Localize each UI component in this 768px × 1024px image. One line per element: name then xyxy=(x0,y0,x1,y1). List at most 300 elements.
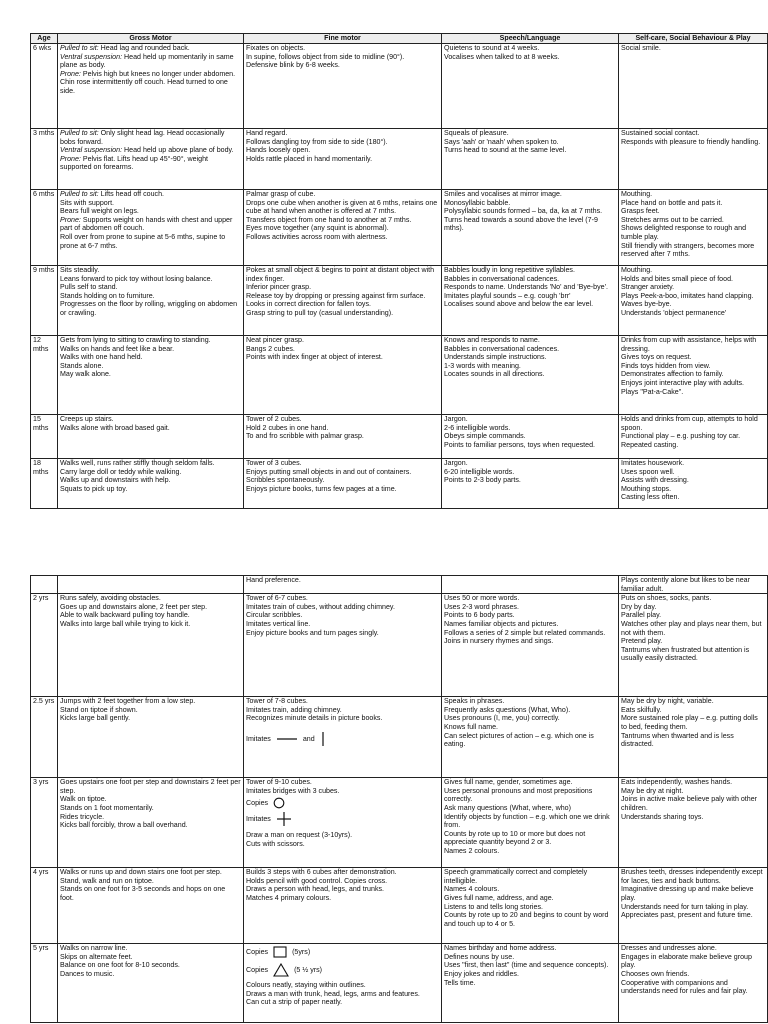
list-item: Pokes at small object & begins to point at distant object with index finger. xyxy=(246,266,435,283)
list-item: Gives full name, gender, sometimes age. xyxy=(444,778,573,787)
list-item: Tower of 6-7 cubes. xyxy=(246,594,308,603)
list-item xyxy=(60,370,241,379)
list-item-text: Progresses on the floor by rolling, wriggling on abdomen or crawling. xyxy=(60,300,238,317)
list-item-text: Pulls self to stand. xyxy=(60,283,118,292)
imitates-label: Imitates xyxy=(246,815,271,824)
list-item-text: Walks well, runs rather stiffly though seldom falls. xyxy=(60,459,215,467)
horizontal-line-icon xyxy=(276,736,298,742)
list-item: Jargon. xyxy=(444,459,468,467)
header-speech-language: Speech/Language xyxy=(442,34,619,44)
list-item: Dances to music. xyxy=(60,969,115,978)
list-item xyxy=(60,207,241,216)
list-item: Uses spoon well. xyxy=(621,467,675,476)
gross-motor-cell xyxy=(58,594,244,697)
list-item: Recognizes minute details in picture books. xyxy=(246,714,383,723)
list-item xyxy=(60,78,241,95)
list-item: Transfers object from one hand to another at 7 mths. xyxy=(246,215,412,224)
list-item: Colours neatly, staying within outlines. xyxy=(246,981,366,990)
list-item: 2-6 intelligible words. xyxy=(444,423,511,432)
list-item: Stands on one foot for 3-5 seconds and hops on one foot. xyxy=(60,885,226,902)
gross-motor-cell xyxy=(58,576,244,594)
list-item-text: Supports weight on hands with chest and upper part of abdomen off couch. xyxy=(60,215,233,233)
milestones-table-1 xyxy=(30,33,768,509)
copies-circle-line xyxy=(246,797,439,809)
list-item: Mouthing. xyxy=(621,190,653,198)
list-item: Imitates train, adding chimney. xyxy=(246,705,342,714)
fine-motor-cell xyxy=(244,190,442,266)
list-item: Eyes move together (any squint is abnormal). xyxy=(246,224,389,233)
list-item: Rides tricycle. xyxy=(60,812,105,821)
list-item xyxy=(60,53,241,70)
list-item: Smiles and vocalises at mirror image. xyxy=(444,190,562,198)
list-item: Goes up and downstairs alone, 2 feet per step. xyxy=(60,602,208,611)
list-item-text: Walks on hands and feet like a bear. xyxy=(60,344,175,353)
fine-motor-cell xyxy=(244,778,442,868)
list-item-text: Creeps up stairs. xyxy=(60,415,114,423)
social-cell xyxy=(619,594,768,697)
fine-motor-cell xyxy=(244,336,442,415)
age-cell: 2 yrs xyxy=(31,594,58,697)
list-item-text: May walk alone. xyxy=(60,370,111,379)
list-item: Eats independently, washes hands. xyxy=(621,778,733,787)
list-item: Tower of 2 cubes. xyxy=(246,415,302,423)
table-row xyxy=(31,336,768,415)
list-item-label: Ventral suspension: xyxy=(60,146,123,155)
age-cell: 6 wks xyxy=(31,44,58,129)
list-item-text: Leans forward to pick toy without losing balance. xyxy=(60,274,213,283)
list-item xyxy=(60,415,241,424)
list-item: Walks on narrow line. xyxy=(60,944,128,953)
list-item-text: Only slight head lag. Head occasionally bobs forward. xyxy=(60,129,225,146)
social-cell xyxy=(619,44,768,129)
list-item xyxy=(60,129,241,146)
list-item: Shows delighted response to rough and tumble play. xyxy=(621,224,747,241)
list-item-text: Head lag and rounded back. xyxy=(98,44,190,52)
list-item: Imitates housework. xyxy=(621,459,685,467)
table-row xyxy=(31,459,768,509)
list-item: Balance on one foot for 8-10 seconds. xyxy=(60,961,180,970)
list-item: Understands simple instructions. xyxy=(444,353,547,362)
list-item: Bangs 2 cubes. xyxy=(246,344,295,353)
list-item xyxy=(60,485,241,494)
list-item: Fixates on objects. xyxy=(246,44,306,52)
speech-cell xyxy=(442,594,619,697)
list-item: Walks or runs up and down stairs one foot per step. xyxy=(60,868,222,877)
list-item: Casting less often. xyxy=(621,493,680,502)
list-item: Turns head to sound at the same level. xyxy=(444,146,567,155)
list-item: Squeals of pleasure. xyxy=(444,129,509,137)
list-item xyxy=(60,345,241,354)
speech-cell xyxy=(442,129,619,190)
age-cell xyxy=(31,576,58,594)
and-label: and xyxy=(302,734,315,743)
list-item: Assists with dressing. xyxy=(621,476,689,485)
list-item xyxy=(60,300,241,317)
triangle-age-note: (5 ½ yrs) xyxy=(294,966,323,975)
list-item: Appreciates past, present and future time. xyxy=(621,911,753,920)
square-shape-icon xyxy=(273,946,287,958)
fine-motor-list xyxy=(246,697,439,723)
list-item: Responds with pleasure to friendly handling. xyxy=(621,137,761,146)
list-item xyxy=(60,155,241,172)
list-item: In supine, follows object from side to midline (90°). xyxy=(246,52,405,61)
list-item: Grasp string to pull toy (casual understanding). xyxy=(246,308,394,317)
list-item: Tower of 7-8 cubes. xyxy=(246,697,308,706)
gross-motor-cell xyxy=(58,868,244,944)
table-row xyxy=(31,697,768,778)
list-item-text: Walks alone with broad based gait. xyxy=(60,423,170,432)
list-item: Counts by rote up to 10 or more but does not appreciate quantity beyond 2 or 3. xyxy=(444,829,586,847)
fine-motor-cell xyxy=(244,868,442,944)
list-item: Draws a person with head, legs, and trunks. xyxy=(246,885,385,894)
list-item: Imitates train of cubes, without adding chimney. xyxy=(246,602,395,611)
list-item-label: Pulled to sit: xyxy=(60,190,99,198)
list-item: Chooses own friends. xyxy=(621,969,690,978)
social-cell xyxy=(619,944,768,1023)
list-item: Place hand on bottle and pats it. xyxy=(621,198,723,207)
list-item: Pretend play. xyxy=(621,637,663,646)
speech-cell xyxy=(442,459,619,509)
list-item-label: Prone: xyxy=(60,215,81,224)
list-item: Scribbles spontaneously. xyxy=(246,476,325,485)
list-item xyxy=(60,353,241,362)
copies-triangle-line xyxy=(246,963,439,977)
copies-square-line xyxy=(246,946,439,958)
list-item: Locates sounds in all directions. xyxy=(444,370,545,379)
list-item: Joins in active make believe paly with other children. xyxy=(621,795,758,812)
list-item: Joins in nursery rhymes and sings. xyxy=(444,637,554,646)
fine-motor-cell xyxy=(244,415,442,459)
vertical-line-icon xyxy=(320,731,326,747)
list-item: Hand regard. xyxy=(246,129,288,137)
list-item: Kicks large ball gently. xyxy=(60,714,131,723)
list-item: Tantrums when thwarted and is less distracted. xyxy=(621,731,734,749)
list-item: Knows and responds to name. xyxy=(444,336,540,344)
list-item: Stand, walk and run on tiptoe. xyxy=(60,876,154,885)
fine-motor-cell xyxy=(244,129,442,190)
age-cell: 9 mths xyxy=(31,266,58,336)
social-cell xyxy=(619,576,768,594)
list-item: Jargon. xyxy=(444,415,468,423)
list-item: Drops one cube when another is given at 6 mths, retains one cube at hand when another is offered at 7 mths. xyxy=(246,198,438,216)
list-item: Can cut a strip of paper neatly. xyxy=(246,998,343,1007)
list-item: Goes upstairs one foot per step and downstairs 2 feet per step. xyxy=(60,778,241,795)
speech-cell xyxy=(442,336,619,415)
list-item: Uses "first, then last" (time and sequence concepts). xyxy=(444,961,609,970)
list-item: Imitates vertical line. xyxy=(246,619,311,628)
table-row xyxy=(31,266,768,336)
list-item xyxy=(60,476,241,485)
list-item: Hold 2 cubes in one hand. xyxy=(246,423,329,432)
list-item-text: Walks with one hand held. xyxy=(60,353,143,362)
list-item: Points to 6 body parts. xyxy=(444,611,515,620)
list-item: Draw a man on request (3-10yrs). xyxy=(246,831,353,840)
list-item: Imaginative dressing up and make believe play. xyxy=(621,885,754,902)
list-item: Enjoys picture books, turns few pages at a time. xyxy=(246,484,397,493)
list-item: Social smile. xyxy=(621,44,661,52)
list-item: Holds and bites small piece of food. xyxy=(621,274,733,283)
list-item: Finds toys hidden from view. xyxy=(621,361,711,370)
fine-motor-cell xyxy=(244,266,442,336)
list-item: Sustained social contact. xyxy=(621,129,700,137)
list-item xyxy=(60,233,241,250)
list-item: Inferior pincer grasp. xyxy=(246,283,312,292)
list-item: More sustained role play – e.g. putting dolls to bed, feeding them. xyxy=(621,714,758,731)
speech-cell xyxy=(442,415,619,459)
gross-motor-cell xyxy=(58,697,244,778)
list-item: Gives toys on request. xyxy=(621,353,692,362)
speech-cell xyxy=(442,944,619,1023)
list-item: Stand on tiptoe if shown. xyxy=(60,705,138,714)
list-item: Vocalises when talked to at 8 weeks. xyxy=(444,52,560,61)
age-cell: 3 mths xyxy=(31,129,58,190)
social-cell xyxy=(619,868,768,944)
list-item: Understands need for turn taking in play. xyxy=(621,902,749,911)
list-item-text: Stands alone. xyxy=(60,361,104,370)
fine-motor-cell xyxy=(244,944,442,1023)
list-item: Tells time. xyxy=(444,978,476,987)
list-item: Repeated casting. xyxy=(621,440,679,449)
age-cell: 3 yrs xyxy=(31,778,58,868)
table-row xyxy=(31,44,768,129)
list-item: Mouthing. xyxy=(621,266,653,274)
gross-motor-cell xyxy=(58,459,244,509)
table-row xyxy=(31,576,768,594)
list-item-text: Pelvis flat. Lifts head up 45°-90°, weight supported on forearms. xyxy=(60,154,209,172)
list-item-text: Pelvis high but knees no longer under abdomen. xyxy=(80,69,236,78)
fine-motor-cell xyxy=(244,697,442,778)
gross-motor-cell xyxy=(58,944,244,1023)
gross-motor-cell xyxy=(58,778,244,868)
list-item: Uses personal pronouns and most prepositions correctly. xyxy=(444,786,593,804)
list-item: Matches 4 primary colours. xyxy=(246,893,332,902)
list-item: 6-20 intelligible words. xyxy=(444,467,515,476)
list-item: Ask many questions (What, where, who) xyxy=(444,803,571,812)
speech-cell xyxy=(442,778,619,868)
list-item: Runs safely, avoiding obstacles. xyxy=(60,594,161,603)
list-item: Counts by rote up to 20 and begins to count by word and touch up to 4 or 5. xyxy=(444,911,609,928)
list-item xyxy=(60,70,241,79)
list-item: Understands 'object permanence' xyxy=(621,308,727,317)
age-cell: 12 mths xyxy=(31,336,58,415)
list-item xyxy=(60,190,241,199)
list-item: Plays "Pat-a-Cake". xyxy=(621,387,684,396)
list-item-label: Ventral suspension: xyxy=(60,52,123,61)
list-item: May be dry by night, variable. xyxy=(621,697,714,706)
gross-motor-cell xyxy=(58,129,244,190)
list-item: Defines nouns by use. xyxy=(444,952,515,961)
list-item: Holds and drinks from cup, attempts to hold spoon. xyxy=(621,415,758,432)
table-row xyxy=(31,868,768,944)
list-item-text: Chin rose intermittently off couch. Head turned to one side. xyxy=(60,78,228,95)
list-item: Follows activities across room with alertness. xyxy=(246,232,388,241)
list-item: Release toy by dropping or pressing against firm surface. xyxy=(246,291,426,300)
list-item: Babbles in conversational cadences. xyxy=(444,344,560,353)
age-cell: 5 yrs xyxy=(31,944,58,1023)
gross-motor-cell xyxy=(58,336,244,415)
table-row xyxy=(31,190,768,266)
imitates-line-and-vertical xyxy=(246,731,439,747)
list-item: Points with index finger at object of interest. xyxy=(246,353,383,362)
list-item: Holds pencil with good control. Copies cross. xyxy=(246,876,388,885)
list-item xyxy=(60,275,241,284)
list-item: Cuts with scissors. xyxy=(246,839,305,848)
table-row xyxy=(31,778,768,868)
list-item-text: Walks up and downstairs with help. xyxy=(60,476,171,485)
list-item: Engages in elaborate make believe group play. xyxy=(621,952,752,970)
list-item: Cooperative with companions and understands need for rules and fair play. xyxy=(621,978,748,996)
list-item: Enjoy jokes and riddles. xyxy=(444,969,519,978)
list-item: Neat pincer grasp. xyxy=(246,336,304,344)
fine-motor-list-after xyxy=(246,831,439,848)
list-item: Babbles loudly in long repetitive syllables. xyxy=(444,266,575,274)
social-cell xyxy=(619,459,768,509)
age-cell: 4 yrs xyxy=(31,868,58,944)
list-item: Names familiar objects and pictures. xyxy=(444,619,559,628)
list-item: 1-3 words with meaning. xyxy=(444,361,521,370)
list-item: Stands on 1 foot momentarily. xyxy=(60,803,154,812)
list-item-text: Carry large doll or teddy while walking. xyxy=(60,467,182,476)
list-item: Palmar grasp of cube. xyxy=(246,190,316,198)
list-item-text: Squats to pick up toy. xyxy=(60,484,128,493)
list-item: Able to walk backward pulling toy handle. xyxy=(60,611,190,620)
list-item: Kicks ball forcibly, throw a ball overhand. xyxy=(60,821,188,830)
list-item: Hand preference. xyxy=(246,576,301,584)
list-item: Enjoy picture books and turn pages singly. xyxy=(246,628,379,637)
list-item: Imitates playful sounds – e.g. cough 'brr' xyxy=(444,291,571,300)
list-item: Says 'aah' or 'naah' when spoken to. xyxy=(444,137,559,146)
list-item: Still friendly with strangers, becomes more reserved after 7 mths. xyxy=(621,241,755,259)
list-item: Brushes teeth, dresses independently except for laces, ties and back buttons. xyxy=(621,868,763,885)
list-item: Gives full name, address, and age. xyxy=(444,893,554,902)
list-item-text: Gets from lying to sitting to crawling to standing. xyxy=(60,336,211,344)
list-item: Watches other play and plays near them, but not with them. xyxy=(621,619,762,637)
list-item: Plays contently alone but likes to be near familiar adult. xyxy=(621,576,750,593)
list-item: Localises sound above and below the ear level. xyxy=(444,300,594,309)
list-item xyxy=(60,199,241,208)
list-item xyxy=(60,468,241,477)
social-cell xyxy=(619,697,768,778)
list-item: Dry by day. xyxy=(621,602,657,611)
speech-cell xyxy=(442,44,619,129)
fine-motor-list-after xyxy=(246,981,439,1007)
list-item: Parallel play. xyxy=(621,611,662,620)
list-item-text: Head held up above plane of body. xyxy=(122,146,234,155)
list-item: Speaks in phrases. xyxy=(444,697,505,706)
list-item: Listens to and tells long stories. xyxy=(444,902,543,911)
list-item: To and fro scribble with palmar grasp. xyxy=(246,432,364,441)
list-item: Enjoys putting small objects in and out of containers. xyxy=(246,467,412,476)
list-item xyxy=(60,292,241,301)
age-cell: 2.5 yrs xyxy=(31,697,58,778)
social-cell xyxy=(619,336,768,415)
list-item-label: Pulled to sit: xyxy=(60,44,99,52)
cross-shape-icon xyxy=(276,811,292,827)
list-item: Can select pictures of action – e.g. which one is eating. xyxy=(444,731,594,749)
list-item: Uses pronouns (I, me, you) correctly. xyxy=(444,714,560,723)
list-item: Polysyllabic sounds formed – ba, da, ka at 7 mths. xyxy=(444,207,603,216)
list-item: Obeys simple commands. xyxy=(444,432,526,441)
list-item: Babbles in conversational cadences. xyxy=(444,274,560,283)
list-item: Mouthing stops. xyxy=(621,484,672,493)
circle-shape-icon xyxy=(273,797,285,809)
age-cell: 15 mths xyxy=(31,415,58,459)
list-item-text: Roll over from prone to supine at 5-6 mths, supine to prone at 6-7 mths. xyxy=(60,232,226,250)
list-item: Imitates bridges with 3 cubes. xyxy=(246,786,340,795)
list-item-text: Stands holding on to furniture. xyxy=(60,291,155,300)
list-item: Points to 2-3 body parts. xyxy=(444,476,521,485)
gross-motor-cell xyxy=(58,44,244,129)
list-item: Looks in correct direction for fallen toys. xyxy=(246,300,371,309)
list-item xyxy=(60,146,241,155)
list-item: Stranger anxiety. xyxy=(621,283,675,292)
list-item: Uses 50 or more words. xyxy=(444,594,520,603)
list-item: Functional play – e.g. pushing toy car. xyxy=(621,432,741,441)
list-item: Waves bye-bye. xyxy=(621,300,672,309)
copies-label: Copies xyxy=(246,799,269,808)
list-item: Monosyllabic babble. xyxy=(444,198,511,207)
social-cell xyxy=(619,129,768,190)
square-age-note: (5yrs) xyxy=(292,948,311,957)
speech-cell xyxy=(442,266,619,336)
list-item-label: Pulled to sit: xyxy=(60,129,99,137)
list-item: Knows full name. xyxy=(444,722,499,731)
age-cell: 6 mths xyxy=(31,190,58,266)
imitates-cross-line xyxy=(246,811,439,827)
list-item: Names 2 colours. xyxy=(444,846,500,855)
list-item-text: Head held up momentarily in same plane as body. xyxy=(60,52,234,70)
triangle-shape-icon xyxy=(273,963,289,977)
list-item: Uses 2-3 word phrases. xyxy=(444,602,519,611)
list-item: Turns head towards a sound above the level (7-9 mths). xyxy=(444,215,598,233)
fine-motor-cell xyxy=(244,576,442,594)
social-cell xyxy=(619,778,768,868)
list-item: Builds 3 steps with 6 cubes after demonstration. xyxy=(246,868,397,877)
list-item: Tower of 3 cubes. xyxy=(246,459,302,467)
list-item-text: Lifts head off couch. xyxy=(98,190,164,198)
list-item: Quietens to sound at 4 weeks. xyxy=(444,44,540,52)
list-item-label: Prone: xyxy=(60,69,81,78)
list-item: Understands sharing toys. xyxy=(621,812,704,821)
gross-motor-cell xyxy=(58,266,244,336)
fine-motor-cell xyxy=(244,44,442,129)
imitates-label: Imitates xyxy=(246,734,271,743)
list-item xyxy=(60,216,241,233)
list-item: Names birthday and home address. xyxy=(444,944,557,953)
list-item: Points to familiar persons, toys when requested. xyxy=(444,440,596,449)
list-item xyxy=(60,283,241,292)
list-item xyxy=(60,266,241,275)
list-item: Enjoys joint interactive play with adults. xyxy=(621,378,745,387)
list-item-text: Sits with support. xyxy=(60,198,115,207)
header-social: Self-care, Social Behaviour & Play xyxy=(619,34,768,44)
table-row xyxy=(31,415,768,459)
list-item: Jumps with 2 feet together from a low step. xyxy=(60,697,196,706)
list-item: Responds to name. Understands 'No' and 'Bye-bye'. xyxy=(444,283,608,292)
fine-motor-cell xyxy=(244,459,442,509)
gross-motor-cell xyxy=(58,415,244,459)
list-item xyxy=(60,362,241,371)
fine-motor-cell xyxy=(244,594,442,697)
list-item-label: Prone: xyxy=(60,154,81,163)
list-item: Grasps feet. xyxy=(621,207,660,216)
list-item: Walks into large ball while trying to kick it. xyxy=(60,619,191,628)
list-item: Tower of 9-10 cubes. xyxy=(246,778,312,787)
milestones-table-2 xyxy=(30,575,768,1023)
list-item: Stretches arms out to be carried. xyxy=(621,215,724,224)
social-cell xyxy=(619,266,768,336)
list-item xyxy=(60,336,241,345)
